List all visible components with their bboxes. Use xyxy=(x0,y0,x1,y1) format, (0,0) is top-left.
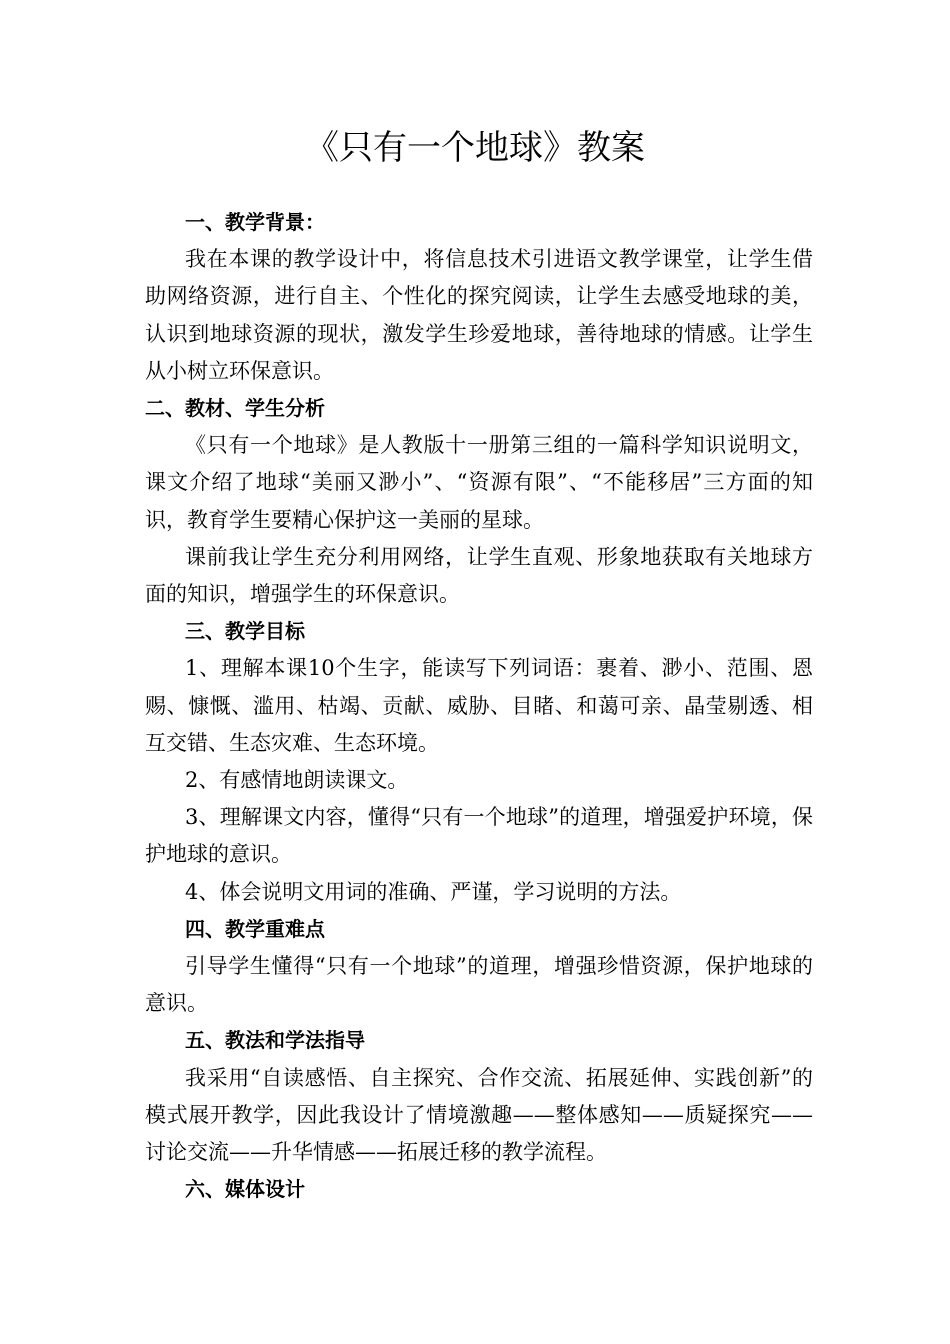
document-title: 《只有一个地球》教案 xyxy=(305,128,645,168)
section-paragraph: 4、体会说明文用词的准确、严谨，学习说明的方法。 xyxy=(185,879,682,904)
section-heading-background: 一、教学背景： xyxy=(185,210,325,234)
section-heading-media: 六、媒体设计 xyxy=(185,1177,305,1202)
section-heading-goals: 三、教学目标 xyxy=(185,619,305,644)
document-body xyxy=(145,204,813,1208)
section-paragraph: 《只有一个地球》是人教版十一册第三组的一篇科学知识说明文，课文介绍了地球“美丽又渺小”、“资源有限”、“不能移居”三方面的知识，教育学生要精心保护这一美丽的星球。 xyxy=(145,433,813,532)
section-paragraph: 3、理解课文内容，懂得“只有一个地球”的道理，增强爱护环境，保护地球的意识。 xyxy=(145,805,813,867)
section-paragraph: 我采用“自读感悟、自主探究、合作交流、拓展延伸、实践创新”的模式展开教学，因此我设计了情境激趣——整体感知——质疑探究——讨论交流——升华情感——拓展迁移的教学流程。 xyxy=(145,1065,813,1165)
section-paragraph: 2、有感情地朗读课文。 xyxy=(185,768,409,793)
section-heading-key-points: 四、教学重难点 xyxy=(185,916,325,941)
section-paragraph: 1、理解本课10个生字，能读写下列词语：裹着、渺小、范围、恩赐、慷慨、滥用、枯竭、贡献、威胁、目睹、和蔼可亲、晶莹剔透、相互交错、生态灾难、生态环境。 xyxy=(145,656,813,755)
section-heading-analysis: 二、教材、学生分析 xyxy=(145,396,325,421)
section-paragraph: 我在本课的教学设计中，将信息技术引进语文教学课堂，让学生借助网络资源，进行自主、个性化的探究阅读，让学生去感受地球的美，认识到地球资源的现状，激发学生珍爱地球，善待地球的情感。让学生从小树立环保意识。 xyxy=(145,247,813,383)
section-heading-methods: 五、教法和学法指导 xyxy=(185,1028,365,1053)
section-paragraph: 引导学生懂得“只有一个地球”的道理，增强珍惜资源，保护地球的意识。 xyxy=(145,954,813,1016)
section-paragraph: 课前我让学生充分利用网络，让学生直观、形象地获取有关地球方面的知识，增强学生的环保意识。 xyxy=(145,544,813,607)
